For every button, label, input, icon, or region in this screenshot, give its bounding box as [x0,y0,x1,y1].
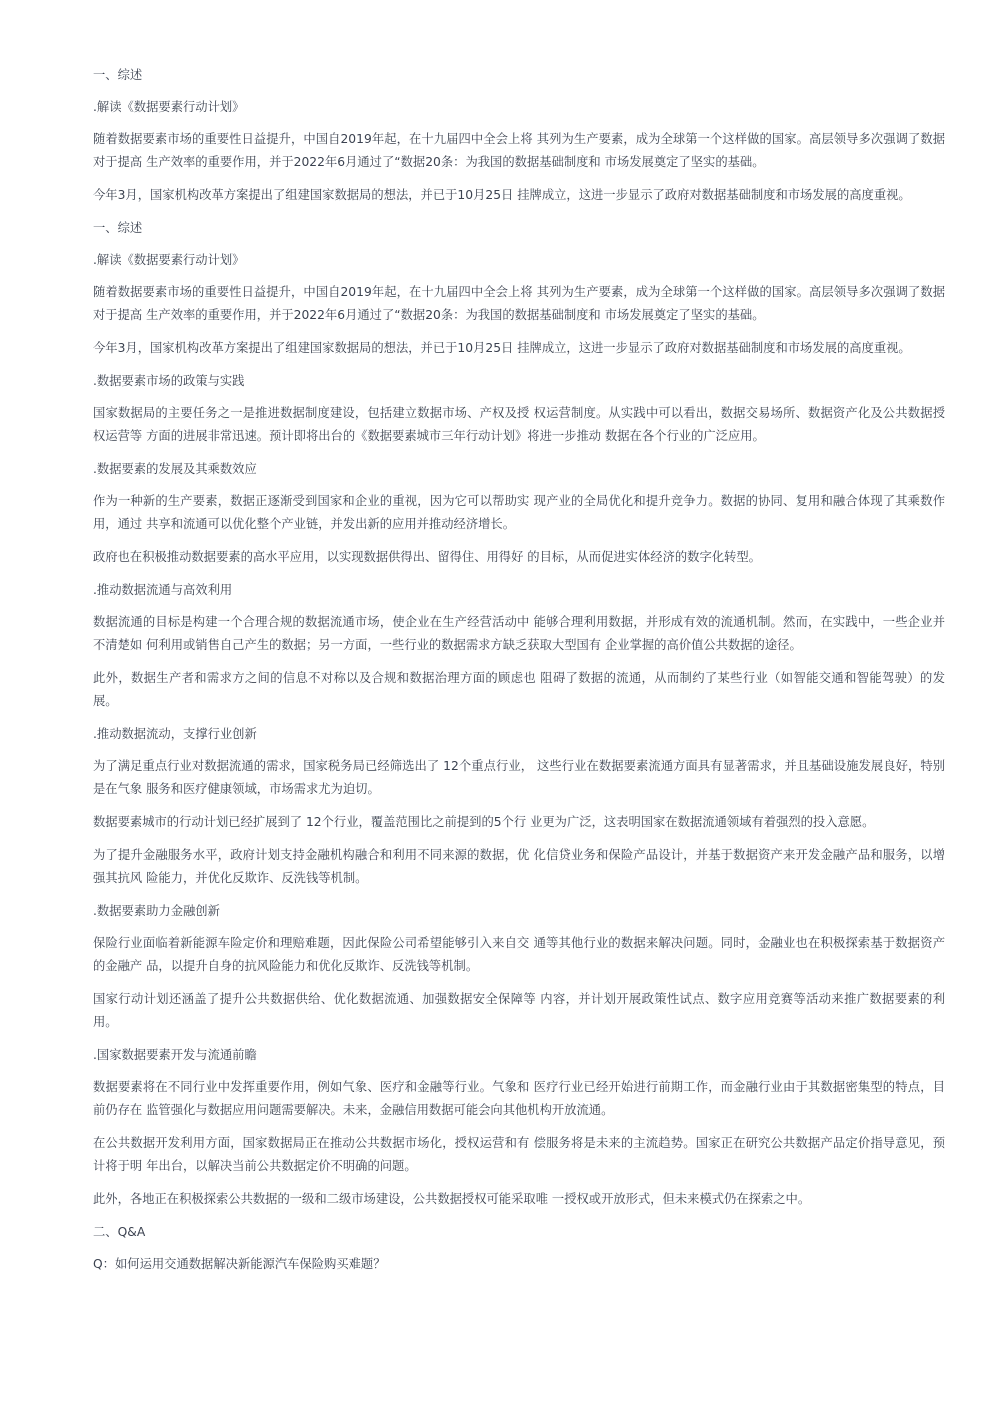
subsection-heading: .数据要素的发展及其乘数效应 [93,462,257,476]
document-page [93,64,945,1285]
subsection-heading: .国家数据要素开发与流通前瞻 [93,1048,257,1062]
body-paragraph: 数据要素将在不同行业中发挥重要作用，例如气象、医疗和金融等行业。气象和 医疗行业已经开始进行前期工作，而金融行业由于其数据密集型的特点，目前仍存在 监管强化与数据应用问题需要解决。未来，金融信用数据可能会向其他机构开放流通。 [93,1080,945,1117]
body-paragraph: 随着数据要素市场的重要性日益提升，中国自2019年起，在十九届四中全会上将 其列为生产要素，成为全球第一个这样做的国家。高层领导多次强调了数据对于提高 生产效率的重要作用，并于2022年6月通过了“数据20条：为我国的数据基础制度和 市场发展奠定了坚实的基础。 [93,285,945,322]
body-paragraph: 保险行业面临着新能源车险定价和理赔难题，因此保险公司希望能够引入来自交 通等其他行业的数据来解决问题。同时，金融业也在积极探索基于数据资产的金融产 品，以提升自身的抗风险能力和优化反欺诈、反洗钱等机制。 [93,936,945,973]
body-paragraph: 为了满足重点行业对数据流通的需求，国家税务局已经筛选出了 12个重点行业， 这些行业在数据要素流通方面具有显著需求，并且基础设施发展良好，特别是在气象 服务和医疗健康领域，市场需求尤为迫切。 [93,759,945,796]
body-paragraph: 今年3月，国家机构改革方案提出了组建国家数据局的想法，并已于10月25日 挂牌成立，这进一步显示了政府对数据基础制度和市场发展的高度重视。 [93,341,911,355]
body-paragraph: 此外，各地正在积极探索公共数据的一级和二级市场建设，公共数据授权可能采取唯 一授权或开放形式，但未来模式仍在探索之中。 [93,1192,811,1206]
section-heading: 一、综述 [93,221,143,235]
body-paragraph: 为了提升金融服务水平，政府计划支持金融机构融合和利用不同来源的数据，优 化信贷业务和保险产品设计，并基于数据资产来开发金融产品和服务，以增强其抗风 险能力，并优化反欺诈、反洗钱等机制。 [93,848,945,885]
subsection-heading: .解读《数据要素行动计划》 [93,100,245,114]
question-heading: Q：如何运用交通数据解决新能源汽车保险购买难题？ [93,1257,386,1271]
body-paragraph: 国家行动计划还涵盖了提升公共数据供给、优化数据流通、加强数据安全保障等 内容，并计划开展政策性试点、数字应用竞赛等活动来推广数据要素的利用。 [93,992,945,1029]
section-heading: 二、Q&A [93,1225,146,1239]
subsection-heading: .解读《数据要素行动计划》 [93,253,245,267]
subsection-heading: .推动数据流动，支撑行业创新 [93,727,257,741]
subsection-heading: .数据要素助力金融创新 [93,904,220,918]
body-paragraph: 数据要素城市的行动计划已经扩展到了 12个行业，覆盖范围比之前提到的5个行 业更为广泛，这表明国家在数据流通领域有着强烈的投入意愿。 [93,815,875,829]
body-paragraph: 此外，数据生产者和需求方之间的信息不对称以及合规和数据治理方面的顾虑也 阻碍了数据的流通，从而制约了某些行业（如智能交通和智能驾驶）的发展。 [93,671,945,708]
body-paragraph: 国家数据局的主要任务之一是推进数据制度建设，包括建立数据市场、产权及授 权运营制度。从实践中可以看出，数据交易场所、数据资产化及公共数据授权运营等 方面的进展非常迅速。预计即将出台的《数据要素城市三年行动计划》将进一步推动 数据在各个行业的广泛应用。 [93,406,945,443]
body-paragraph: 今年3月，国家机构改革方案提出了组建国家数据局的想法，并已于10月25日 挂牌成立，这进一步显示了政府对数据基础制度和市场发展的高度重视。 [93,188,911,202]
subsection-heading: .推动数据流通与高效利用 [93,583,233,597]
body-paragraph: 数据流通的目标是构建一个合理合规的数据流通市场，使企业在生产经营活动中 能够合理利用数据，并形成有效的流通机制。然而，在实践中，一些企业并不清楚如 何利用或销售自己产生的数据；另一方面，一些行业的数据需求方缺乏获取大型国有 企业掌握的高价值公共数据的途径。 [93,615,945,652]
body-paragraph: 政府也在积极推动数据要素的高水平应用，以实现数据供得出、留得住、用得好 的目标，从而促进实体经济的数字化转型。 [93,550,761,564]
section-heading: 一、综述 [93,68,143,82]
body-paragraph: 随着数据要素市场的重要性日益提升，中国自2019年起，在十九届四中全会上将 其列为生产要素，成为全球第一个这样做的国家。高层领导多次强调了数据对于提高 生产效率的重要作用，并于2022年6月通过了“数据20条：为我国的数据基础制度和 市场发展奠定了坚实的基础。 [93,132,945,169]
body-paragraph: 作为一种新的生产要素，数据正逐渐受到国家和企业的重视，因为它可以帮助实 现产业的全局优化和提升竞争力。数据的协同、复用和融合体现了其乘数作用，通过 共享和流通可以优化整个产业链，并发出新的应用并推动经济增长。 [93,494,945,531]
body-paragraph: 在公共数据开发利用方面，国家数据局正在推动公共数据市场化，授权运营和有 偿服务将是未来的主流趋势。国家正在研究公共数据产品定价指导意见，预计将于明 年出台，以解决当前公共数据定价不明确的问题。 [93,1136,945,1173]
subsection-heading: .数据要素市场的政策与实践 [93,374,245,388]
